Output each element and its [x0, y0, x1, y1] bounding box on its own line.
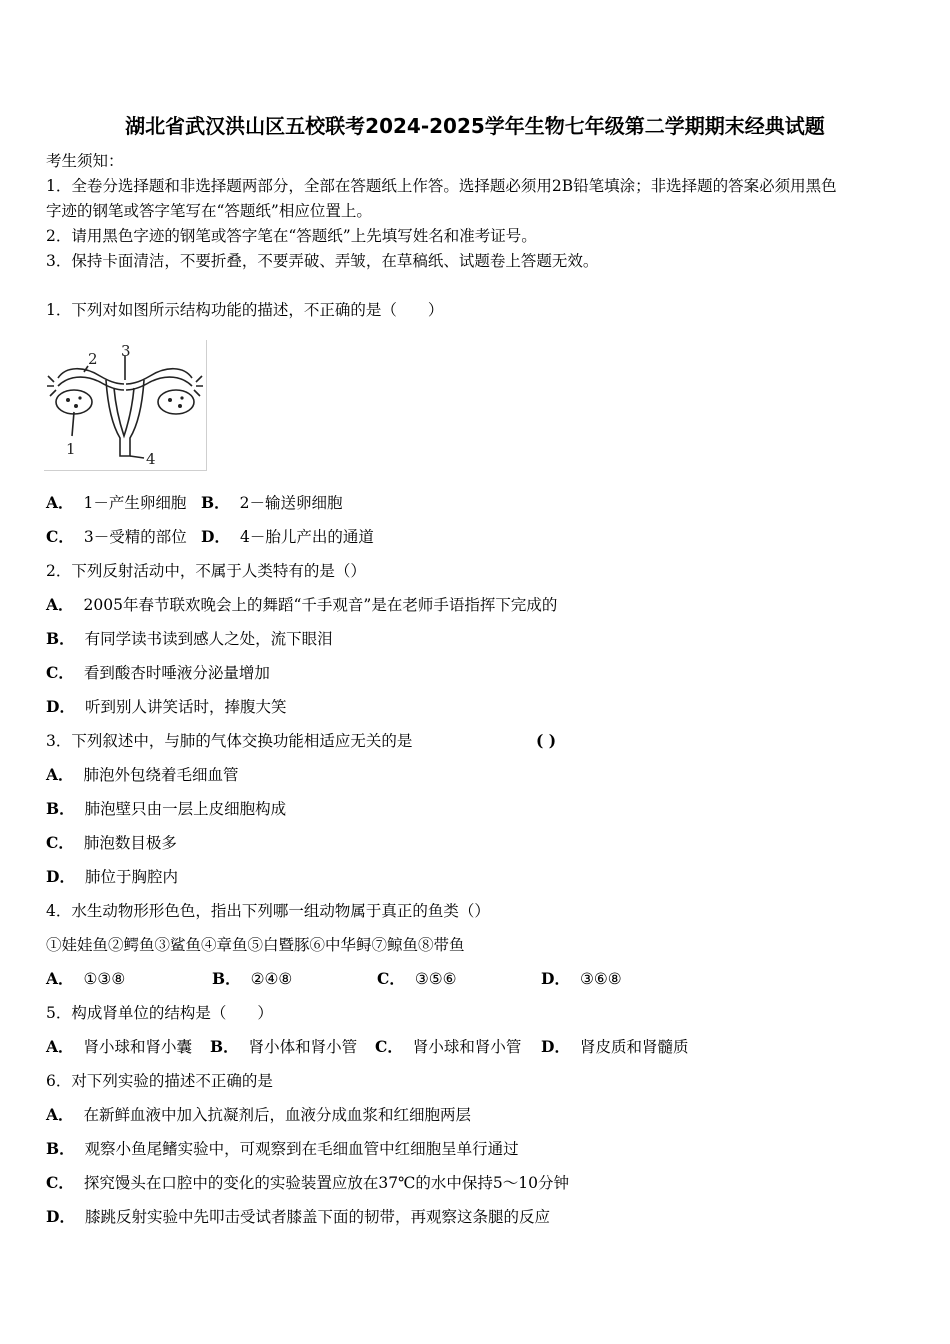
- question-3-option-c: [46, 832, 177, 854]
- option-text: 肺泡数目极多: [83, 834, 177, 852]
- option-letter: A．: [46, 1105, 74, 1124]
- question-5-stem: 5．构成肾单位的结构是（ ）: [46, 1004, 273, 1022]
- question-6-option-b: [46, 1138, 519, 1160]
- option-text: 3－受精的部位: [83, 528, 187, 546]
- option-letter: D．: [541, 969, 570, 988]
- option-text: 膝跳反射实验中先叩击受试者膝盖下面的韧带，再观察这条腿的反应: [84, 1208, 550, 1226]
- question-6-stem: 6．对下列实验的描述不正确的是: [46, 1072, 273, 1090]
- option-letter: A．: [46, 493, 74, 512]
- option-letter: D．: [46, 867, 75, 886]
- notice-item-2: 2．请用黑色字迹的钢笔或答字笔在“答题纸”上先填写姓名和准考证号。: [46, 227, 537, 245]
- option-letter: B．: [212, 969, 241, 988]
- option-text: ②④⑧: [250, 970, 293, 988]
- option-letter: C．: [377, 969, 405, 988]
- question-3-option-d: [46, 866, 178, 888]
- option-letter: B．: [46, 1139, 75, 1158]
- question-2-option-a: [46, 594, 557, 616]
- option-text: 1－产生卵细胞: [83, 494, 187, 512]
- label-2: 2: [88, 350, 98, 368]
- option-letter: A．: [46, 765, 74, 784]
- option-letter: B．: [201, 493, 230, 512]
- answer-paren: ( ): [536, 731, 557, 750]
- option-text: 肾小球和肾小管: [412, 1038, 522, 1056]
- option-text: 观察小鱼尾鳍实验中，可观察到在毛细血管中红细胞呈单行通过: [84, 1140, 519, 1158]
- label-1: 1: [66, 440, 76, 458]
- question-2-option-b: [46, 628, 333, 650]
- question-1-stem: 1．下列对如图所示结构功能的描述，不正确的是（ ）: [46, 301, 444, 319]
- option-text: 肺泡壁只由一层上皮细胞构成: [84, 800, 287, 818]
- uterus-diagram-drawing: [44, 340, 206, 470]
- option-letter: A．: [46, 595, 74, 614]
- question-6-option-d: [46, 1206, 550, 1228]
- option-letter: C．: [375, 1037, 403, 1056]
- notice-item-1: 1．全卷分选择题和非选择题两部分，全部在答题纸上作答。选择题必须用2B铅笔填涂；非选择题的答案必须用黑色: [46, 177, 837, 195]
- question-3-option-a: [46, 764, 239, 786]
- uterus-diagram: [44, 340, 207, 471]
- option-text: ③⑤⑥: [414, 970, 457, 988]
- question-4-stem: 4．水生动物形形色色，指出下列哪一组动物属于真正的鱼类（）: [46, 902, 490, 920]
- option-text: 2－输送卵细胞: [239, 494, 343, 512]
- question-4-options: [46, 968, 622, 990]
- question-2-option-d: [46, 696, 286, 718]
- option-letter: B．: [46, 799, 75, 818]
- option-text: 肺位于胸腔内: [84, 868, 178, 886]
- question-6-option-a: [46, 1104, 471, 1126]
- option-text: 看到酸杏时唾液分泌量增加: [83, 664, 270, 682]
- option-letter: C．: [46, 527, 74, 546]
- question-1-options-row-2: [46, 526, 374, 548]
- question-4-animal-list: ①娃娃鱼②鳄鱼③鲨鱼④章鱼⑤白暨豚⑥中华鲟⑦鲸鱼⑧带鱼: [46, 936, 465, 954]
- option-text: 肾皮质和肾髓质: [579, 1038, 689, 1056]
- option-letter: D．: [541, 1037, 570, 1056]
- label-4: 4: [146, 450, 156, 468]
- option-letter: A．: [46, 969, 74, 988]
- option-text: 2005年春节联欢晚会上的舞蹈“千手观音”是在老师手语指挥下完成的: [83, 596, 558, 614]
- option-letter: C．: [46, 1173, 74, 1192]
- option-letter: A．: [46, 1037, 74, 1056]
- option-text: 肾小球和肾小囊: [83, 1038, 193, 1056]
- option-text: 肾小体和肾小管: [248, 1038, 358, 1056]
- notice-item-1-continued: 字迹的钢笔或答字笔写在“答题纸”相应位置上。: [46, 202, 372, 220]
- option-text: 在新鲜血液中加入抗凝剂后，血液分成血浆和红细胞两层: [83, 1106, 472, 1124]
- question-6-option-c: [46, 1172, 569, 1194]
- label-3: 3: [121, 342, 131, 360]
- option-text: ③⑥⑧: [579, 970, 622, 988]
- option-text: ①③⑧: [83, 970, 126, 988]
- option-letter: B．: [210, 1037, 239, 1056]
- option-letter: D．: [46, 697, 75, 716]
- question-2-stem: 2．下列反射活动中，不属于人类特有的是（）: [46, 562, 366, 580]
- page-title: 湖北省武汉洪山区五校联考2024-2025学年生物七年级第二学期期末经典试题: [125, 114, 825, 138]
- question-3-stem: [46, 730, 556, 752]
- option-letter: C．: [46, 833, 74, 852]
- question-5-options: [46, 1036, 688, 1058]
- question-2-option-c: [46, 662, 270, 684]
- notice-heading: 考生须知：: [46, 152, 124, 170]
- option-letter: D．: [201, 527, 230, 546]
- option-text: 肺泡外包绕着毛细血管: [83, 766, 239, 784]
- question-3-option-b: [46, 798, 286, 820]
- option-text: 探究馒头在口腔中的变化的实验装置应放在37℃的水中保持5～10分钟: [83, 1174, 569, 1192]
- option-letter: C．: [46, 663, 74, 682]
- option-text: 4－胎儿产出的通道: [239, 528, 374, 546]
- notice-item-3: 3．保持卡面清洁，不要折叠，不要弄破、弄皱，在草稿纸、试题卷上答题无效。: [46, 252, 599, 270]
- option-text: 听到别人讲笑话时，捧腹大笑: [84, 698, 287, 716]
- question-3-stem-text: 3．下列叙述中，与肺的气体交换功能相适应无关的是: [46, 732, 413, 750]
- option-text: 有同学读书读到感人之处，流下眼泪: [84, 630, 333, 648]
- option-letter: B．: [46, 629, 75, 648]
- option-letter: D．: [46, 1207, 75, 1226]
- question-1-options-row-1: [46, 492, 342, 514]
